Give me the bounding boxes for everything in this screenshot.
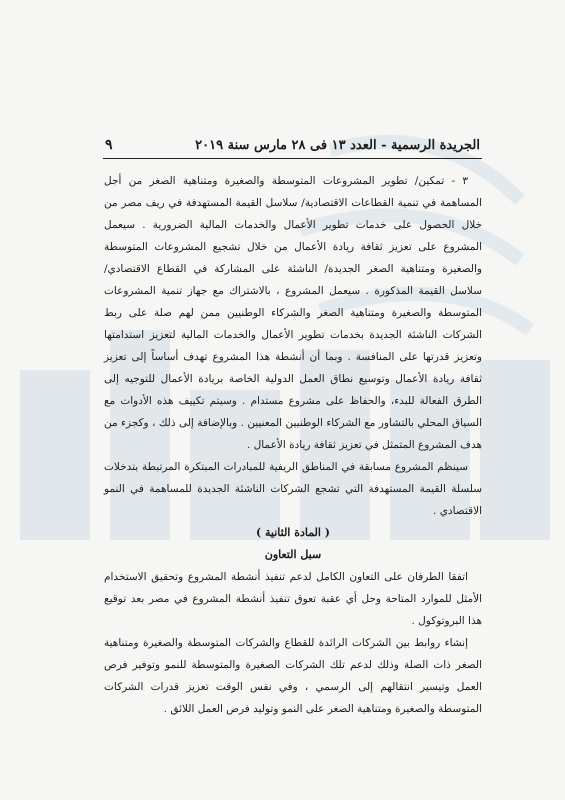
paragraph-agreement: اتفقا الطرفان على التعاون الكامل لدعم تنفيذ أنشطة المشروع وتحقيق الاستخدام الأمثل للموارد المتاحة وحل أي عقبة تعوق تنفيذ أنشطة المشروع في مصر بعد توقيع هذا البروتوكول . — [104, 571, 482, 627]
header-divider — [103, 158, 482, 159]
page-header — [105, 138, 480, 156]
page-number: ٩ — [105, 137, 113, 153]
article-heading: ( المادة الثانية ) — [255, 526, 331, 539]
section-title: سبل التعاون — [264, 548, 322, 561]
document-body — [104, 170, 482, 720]
gazette-title: الجريدة الرسمية - العدد ١٣ فى ٢٨ مارس سنة ٢٠١٩ — [195, 138, 480, 153]
paragraph-item-3: ٣ - تمكين/ تطوير المشروعات المتوسطة والصغيرة ومتناهية الصغر من أجل المساهمة في تنمية القطاعات الاقتصادية/ سلاسل القيمة المستهدفة في ريف مصر من خلال الحصول على خدمات تطوير الأعمال والخدمات المالية الضرورية . سيعمل المشروع على تعزيز ثقافة ريادة الأعمال من خلال تشجيع المشروعات المتوسطة والصغيرة ومتناهية الصغر الجديدة/ الناشئة على المشاركة في القطاع الاقتصادي/ سلاسل القيمة المذكورة . سيعمل المشروع ، بالاشتراك مع جهاز تنمية المشروعات المتوسطة والصغيرة ومتناهية الصغر والشركاء الوطنيين ممن لهم صلة على ربط الشركات الناشئة الجديدة بخدمات تطوير الأعمال والخدمات المالية لتعزيز استدامتها وتعزيز قدرتها على المنافسة . وبما أن أنشطة هذا المشروع تهدف أساساً إلى تعزيز ثقافة ريادة الأعمال وتوسيع نطاق العمل الدولية الخاصة بريادة الأعمال للتوجيه إلى الطرق الفعالة للبدء، والحفاظ على مشروع مستدام . وسيتم تكييف هذه الأدوات مع السياق المحلي بالتشاور مع الشركاء الوطنيين المعنيين . وبالإضافة إلى ذلك ، وكجزء من هدف المشروع المتمثل في تعزيز ثقافة ريادة الأعمال . — [104, 175, 482, 451]
paragraph-competition: سينظم المشروع مسابقة في المناطق الريفية للمبادرات المبتكرة المرتبطة بتدخلات سلسلة القيمة المستهدفة التي تشجع الشركات الناشئة الجديدة للمساهمة في النمو الاقتصادي . — [104, 461, 482, 517]
paragraph-links: إنشاء روابط بين الشركات الرائدة للقطاع والشركات المتوسطة والصغيرة ومتناهية الصغر ذات الصلة وذلك لدعم تلك الشركات الصغيرة والمتوسطة للنمو وتوفير فرص العمل وتيسير انتقالهم إلى الرسمي ، وفي نفس الوقت تعزيز قدرات الشركات المتوسطة والصغيرة ومتناهية الصغر على النمو وتوليد فرص العمل اللائق . — [104, 637, 482, 715]
